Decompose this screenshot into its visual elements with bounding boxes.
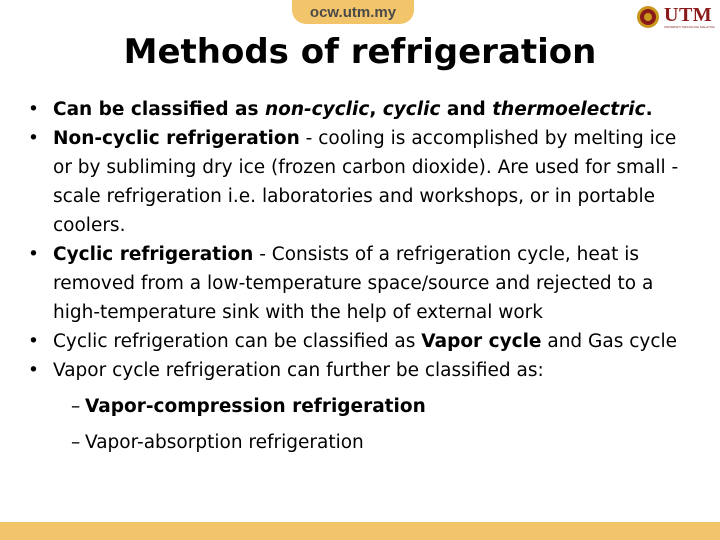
bullet-marker: • [28,99,39,120]
slide-content [28,95,698,457]
utm-seal-icon [636,5,660,29]
bullet-term: Cyclic refrigeration [53,244,254,265]
bullet-item [28,95,698,124]
utm-logo-subtext: UNIVERSITI TEKNOLOGI MALAYSIA [664,25,715,29]
sub-item [28,392,698,421]
utm-logo [636,2,715,32]
bullet-text: Cyclic refrigeration - Consists of a refrigeration cycle, heat is removed from a low-temperature space/source and rejected to a high-temperature sink with the help of external work [53,244,654,323]
site-label: ocw.utm.my [309,3,397,21]
sub-item-text: Vapor-compression refrigeration [85,396,426,417]
slide-title: Methods of refrigeration [123,32,597,72]
bottom-accent-bar [0,522,720,540]
bullet-item [28,356,698,385]
sub-item [28,428,698,457]
utm-logo-text: UTM [664,4,713,26]
bullet-marker: • [28,128,39,149]
bullet-item [28,240,698,327]
bullet-item [28,124,698,240]
bullet-term: Non-cyclic refrigeration [53,128,300,149]
bullet-marker: • [28,331,39,352]
bullet-text: Non-cyclic refrigeration - cooling is accomplished by melting ice or by subliming dry ice (frozen carbon dioxide). Are used for small -scale refrigeration i.e. laboratories and workshops, or in portable coolers. [53,128,679,236]
sub-item-text: Vapor-absorption refrigeration [85,432,364,453]
bullet-text: Can be classified as non-cyclic, cyclic and thermoelectric. [53,99,653,120]
bullet-text: Cyclic refrigeration can be classified as Vapor cycle and Gas cycle [53,331,678,352]
bullet-item [28,327,698,356]
bullet-marker: • [28,360,39,381]
dash-marker: – [71,396,81,417]
bullet-text: Vapor cycle refrigeration can further be classified as: [53,360,544,381]
site-label-tab [292,0,414,24]
bullet-marker: • [28,244,39,265]
dash-marker: – [71,432,81,453]
